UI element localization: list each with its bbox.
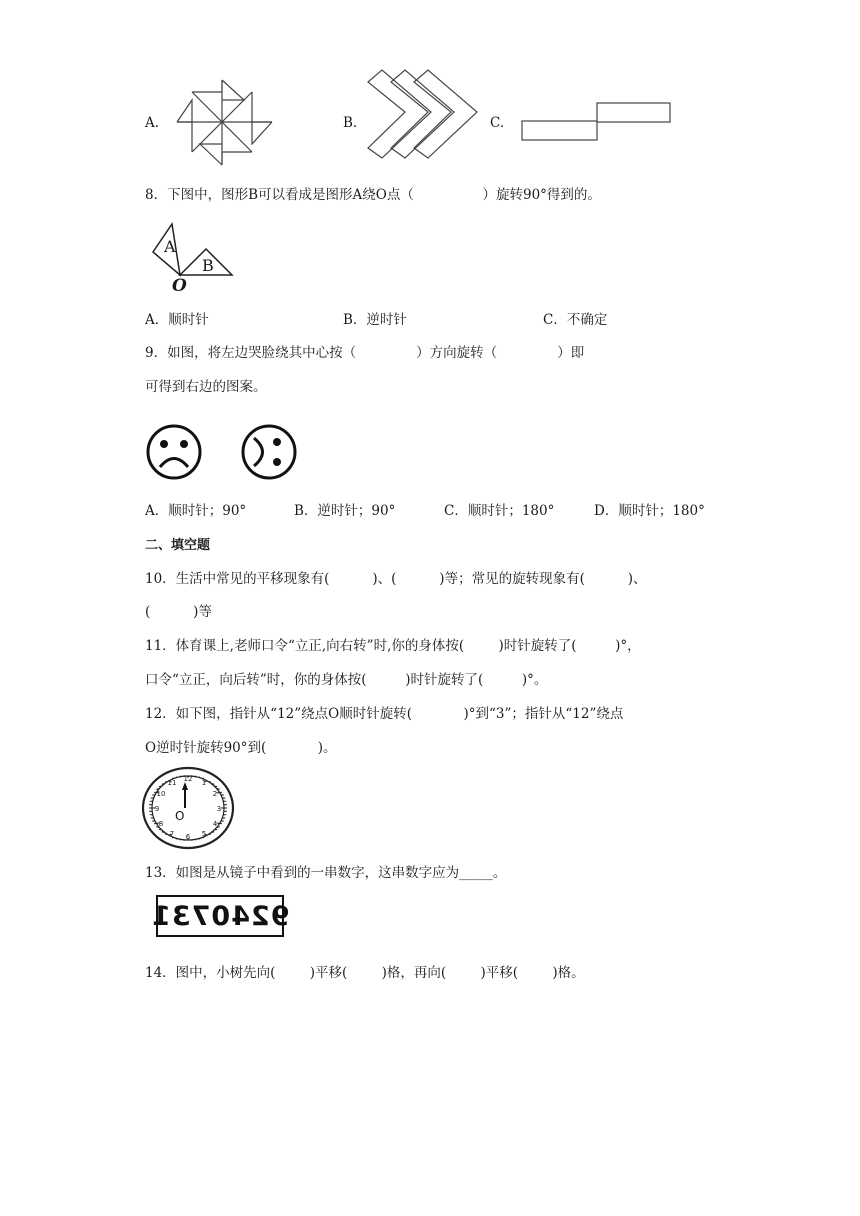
- q8-option-c[interactable]: C．不确定: [543, 312, 608, 328]
- sad-face-icon: [145, 423, 203, 481]
- point-o-label: O: [172, 276, 187, 296]
- q7-option-b-label[interactable]: B.: [343, 115, 358, 131]
- clock-tick: [217, 792, 222, 793]
- q12-line2: O逆时针旋转90°到( )。: [145, 740, 337, 756]
- svg-text:9: 9: [154, 805, 160, 813]
- q9-question-line2: 可得到右边的图案。: [145, 379, 267, 395]
- svg-text:10: 10: [156, 790, 166, 798]
- mirrored-digits: 9240731: [150, 900, 290, 932]
- clock-tick: [180, 776, 181, 777]
- clock-tick: [217, 823, 222, 824]
- rotated-sad-face-icon: [240, 423, 298, 481]
- rectangles-figure: [520, 101, 672, 143]
- clock-tick: [180, 839, 181, 840]
- svg-text:2: 2: [212, 790, 218, 798]
- svg-text:7: 7: [169, 830, 175, 838]
- chevrons-figure: [365, 68, 485, 162]
- q10-line2: ( )等: [145, 604, 212, 620]
- mirror-number-box: [150, 895, 290, 937]
- q9-option-d[interactable]: D．顺时针；180°: [594, 503, 705, 519]
- clock-tick: [196, 776, 197, 777]
- q14-question-text: 14．图中，小树先向( )平移( )格，再向( )平移( )格。: [145, 965, 585, 981]
- svg-text:5: 5: [201, 830, 207, 838]
- clock-tick: [221, 795, 224, 796]
- clock-tick: [152, 821, 155, 822]
- rotation-triangles-figure: [150, 222, 242, 294]
- clock-center-label: O: [175, 809, 185, 823]
- svg-text:1: 1: [201, 779, 207, 787]
- svg-text:8: 8: [158, 820, 164, 828]
- q11-line2: 口令“立正，向后转”时，你的身体按( )时针旋转了( )°。: [145, 672, 548, 688]
- q9-option-a[interactable]: A．顺时针；90°: [145, 503, 247, 519]
- clock-tick: [196, 839, 197, 840]
- svg-text:3: 3: [216, 805, 222, 813]
- clock-tick: [152, 795, 155, 796]
- svg-text:6: 6: [185, 833, 191, 841]
- q8-question-text: 8．下图中，图形B可以看成是图形A绕O点（ ）旋转90°得到的。: [145, 187, 601, 203]
- svg-text:4: 4: [212, 820, 218, 828]
- q9-question-line1: 9．如图，将左边哭脸绕其中心按（ ）方向旋转（ ）即: [145, 345, 585, 361]
- pinwheel-figure: [172, 80, 277, 165]
- q9-option-b[interactable]: B．逆时针；90°: [294, 503, 396, 519]
- svg-text:12: 12: [183, 775, 193, 783]
- triangle-b-label: B: [202, 256, 214, 275]
- section-title: 二、填空题: [145, 538, 211, 553]
- q8-option-a[interactable]: A．顺时针: [145, 312, 209, 328]
- clock-tick: [221, 821, 224, 822]
- q8-option-b[interactable]: B．逆时针: [343, 312, 407, 328]
- q10-line1: 10．生活中常见的平移现象有( )、( )等；常见的旋转现象有( )、: [145, 571, 647, 587]
- q7-option-c-label[interactable]: C.: [490, 115, 505, 131]
- clock-icon: [141, 766, 237, 850]
- q7-option-a-label[interactable]: A.: [145, 115, 160, 131]
- q9-option-c[interactable]: C．顺时针；180°: [444, 503, 555, 519]
- svg-text:11: 11: [167, 779, 177, 787]
- q13-question-text: 13．如图是从镜子中看到的一串数字，这串数字应为_____。: [145, 865, 507, 881]
- q12-line1: 12．如下图，指针从“12”绕点O顺时针旋转( )°到“3”；指针从“12”绕点: [145, 706, 624, 722]
- triangle-a-label: A: [164, 237, 176, 256]
- q11-line1: 11．体育课上,老师口令“立正,向右转”时,你的身体按( )时针旋转了( )°，: [145, 638, 641, 654]
